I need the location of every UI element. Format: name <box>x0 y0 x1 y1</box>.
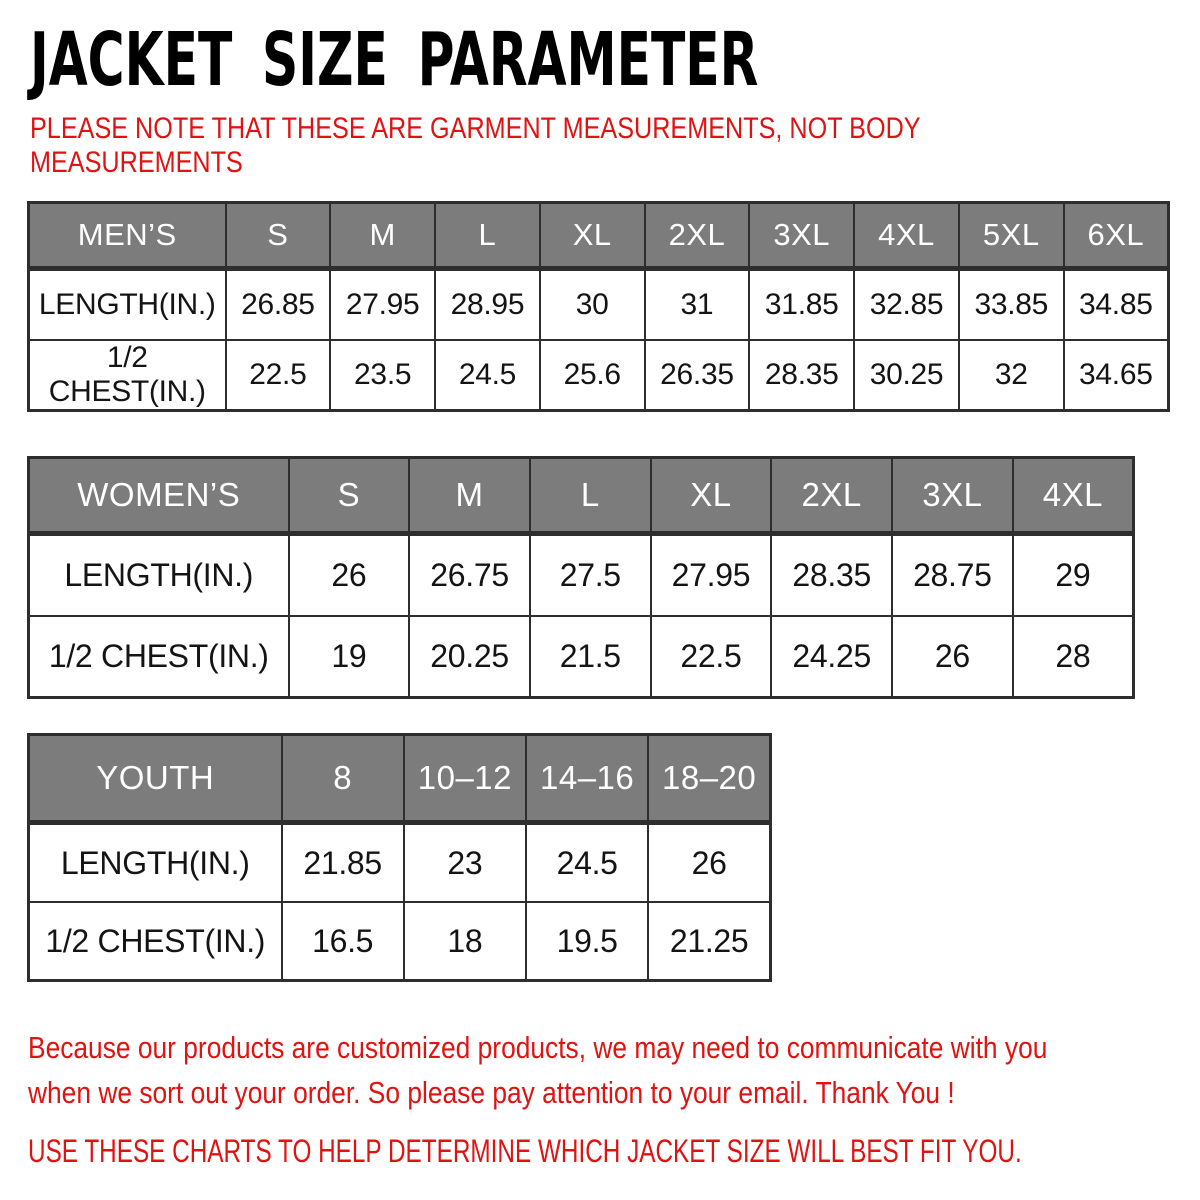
value-cell: 28.75 <box>892 534 1013 616</box>
value-cell: 18 <box>404 902 526 981</box>
value-cell: 20.25 <box>409 616 530 698</box>
table-row <box>29 902 771 981</box>
size-header-cell: 3XL <box>749 203 854 269</box>
size-header-cell: 2XL <box>645 203 750 269</box>
value-cell: 16.5 <box>282 902 404 981</box>
value-cell: 22.5 <box>226 340 331 411</box>
value-cell: 32 <box>959 340 1064 411</box>
mens-size-table <box>27 201 1170 412</box>
size-header-cell: 2XL <box>771 458 892 534</box>
row-label-cell: LENGTH(IN.) <box>29 269 226 340</box>
table-row <box>29 340 1169 411</box>
table-row <box>29 616 1134 698</box>
row-label-cell: LENGTH(IN.) <box>29 823 282 902</box>
value-cell: 25.6 <box>540 340 645 411</box>
size-header-cell: 4XL <box>1013 458 1134 534</box>
value-cell: 33.85 <box>959 269 1064 340</box>
value-cell: 24.5 <box>435 340 540 411</box>
size-header-cell: S <box>226 203 331 269</box>
row-label-cell: LENGTH(IN.) <box>29 534 289 616</box>
page-title: JACKET SIZE PARAMETER <box>30 17 759 103</box>
value-cell: 27.95 <box>651 534 772 616</box>
footer-note-line-1: Because our products are customized products, we may need to communicate with you <box>28 1030 1048 1066</box>
group-header-cell: YOUTH <box>29 735 282 823</box>
garment-note-line-2: MEASUREMENTS <box>30 145 243 179</box>
row-label-cell: 1/2 CHEST(IN.) <box>29 340 226 411</box>
table-row <box>29 823 771 902</box>
value-cell: 19.5 <box>526 902 648 981</box>
value-cell: 23.5 <box>330 340 435 411</box>
size-header-cell: S <box>289 458 410 534</box>
header-row <box>29 458 1134 534</box>
value-cell: 30 <box>540 269 645 340</box>
garment-note-line-1: PLEASE NOTE THAT THESE ARE GARMENT MEASUREMENTS, NOT BODY <box>30 111 921 145</box>
womens-size-table <box>27 456 1135 699</box>
youth-size-table <box>27 733 772 982</box>
value-cell: 22.5 <box>651 616 772 698</box>
size-header-cell: L <box>530 458 651 534</box>
value-cell: 28.35 <box>771 534 892 616</box>
size-header-cell: L <box>435 203 540 269</box>
value-cell: 21.85 <box>282 823 404 902</box>
size-header-cell: XL <box>540 203 645 269</box>
value-cell: 26.85 <box>226 269 331 340</box>
group-header-cell: WOMEN’S <box>29 458 289 534</box>
value-cell: 26.75 <box>409 534 530 616</box>
row-label-cell: 1/2 CHEST(IN.) <box>29 616 289 698</box>
size-header-cell: XL <box>651 458 772 534</box>
value-cell: 24.5 <box>526 823 648 902</box>
value-cell: 21.25 <box>648 902 770 981</box>
table-row <box>29 269 1169 340</box>
value-cell: 28.95 <box>435 269 540 340</box>
size-header-cell: M <box>330 203 435 269</box>
garment-note <box>30 112 1013 180</box>
value-cell: 23 <box>404 823 526 902</box>
group-header-cell: MEN’S <box>29 203 226 269</box>
size-header-cell: 8 <box>282 735 404 823</box>
size-header-cell: 4XL <box>854 203 959 269</box>
footer-note-line-2: when we sort out your order. So please pay attention to your email. Thank You ! <box>28 1075 955 1111</box>
value-cell: 28.35 <box>749 340 854 411</box>
size-header-cell: 18–20 <box>648 735 770 823</box>
header-row <box>29 735 771 823</box>
value-cell: 34.85 <box>1064 269 1169 340</box>
header-row <box>29 203 1169 269</box>
value-cell: 32.85 <box>854 269 959 340</box>
value-cell: 26.35 <box>645 340 750 411</box>
value-cell: 27.95 <box>330 269 435 340</box>
fit-advice-line: USE THESE CHARTS TO HELP DETERMINE WHICH JACKET SIZE WILL BEST FIT YOU. <box>28 1133 1022 1170</box>
footer-note <box>28 1026 1048 1116</box>
size-header-cell: 6XL <box>1064 203 1169 269</box>
value-cell: 24.25 <box>771 616 892 698</box>
size-header-cell: 5XL <box>959 203 1064 269</box>
value-cell: 34.65 <box>1064 340 1169 411</box>
value-cell: 31.85 <box>749 269 854 340</box>
value-cell: 19 <box>289 616 410 698</box>
size-header-cell: 14–16 <box>526 735 648 823</box>
size-header-cell: 3XL <box>892 458 1013 534</box>
value-cell: 26 <box>289 534 410 616</box>
value-cell: 26 <box>892 616 1013 698</box>
value-cell: 30.25 <box>854 340 959 411</box>
value-cell: 26 <box>648 823 770 902</box>
value-cell: 21.5 <box>530 616 651 698</box>
value-cell: 28 <box>1013 616 1134 698</box>
table-row <box>29 534 1134 616</box>
value-cell: 31 <box>645 269 750 340</box>
value-cell: 29 <box>1013 534 1134 616</box>
row-label-cell: 1/2 CHEST(IN.) <box>29 902 282 981</box>
size-header-cell: 10–12 <box>404 735 526 823</box>
size-header-cell: M <box>409 458 530 534</box>
value-cell: 27.5 <box>530 534 651 616</box>
